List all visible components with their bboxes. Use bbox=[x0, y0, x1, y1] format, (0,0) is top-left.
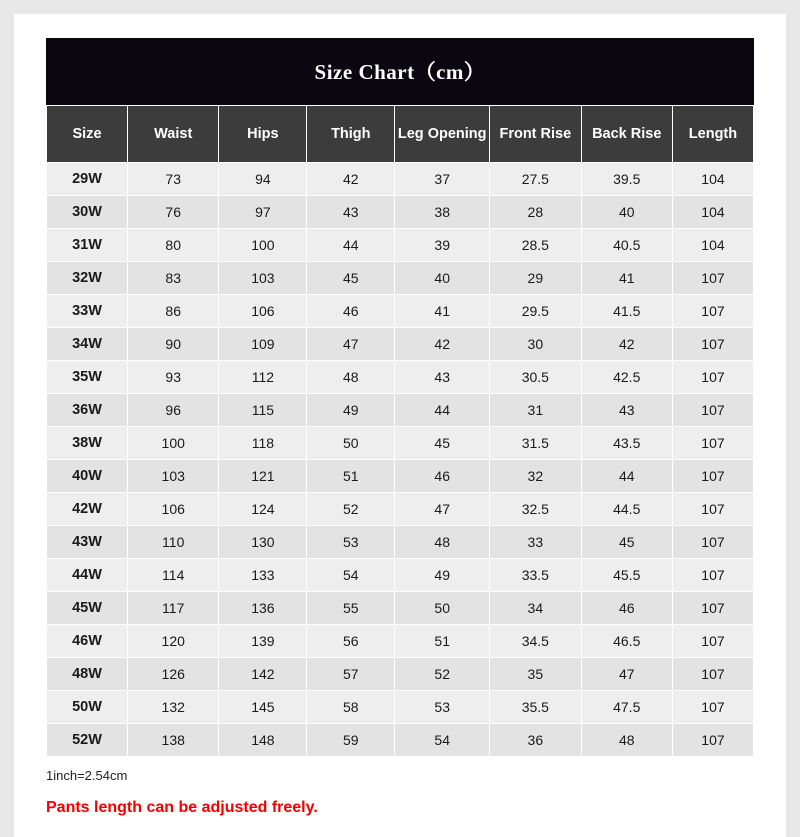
table-cell: 33 bbox=[490, 526, 581, 559]
row-size-label: 46W bbox=[47, 625, 128, 658]
table-cell: 107 bbox=[672, 361, 753, 394]
table-cell: 39 bbox=[395, 229, 490, 262]
table-cell: 107 bbox=[672, 295, 753, 328]
table-cell: 104 bbox=[672, 196, 753, 229]
table-cell: 45 bbox=[307, 262, 395, 295]
table-cell: 80 bbox=[128, 229, 219, 262]
table-cell: 104 bbox=[672, 163, 753, 196]
row-size-label: 43W bbox=[47, 526, 128, 559]
row-size-label: 50W bbox=[47, 691, 128, 724]
row-size-label: 35W bbox=[47, 361, 128, 394]
table-cell: 47 bbox=[395, 493, 490, 526]
table-cell: 94 bbox=[219, 163, 307, 196]
table-cell: 57 bbox=[307, 658, 395, 691]
table-cell: 132 bbox=[128, 691, 219, 724]
row-size-label: 33W bbox=[47, 295, 128, 328]
table-cell: 43 bbox=[581, 394, 672, 427]
table-cell: 41 bbox=[581, 262, 672, 295]
table-cell: 44.5 bbox=[581, 493, 672, 526]
table-cell: 38 bbox=[395, 196, 490, 229]
row-size-label: 32W bbox=[47, 262, 128, 295]
table-cell: 31.5 bbox=[490, 427, 581, 460]
table-cell: 45.5 bbox=[581, 559, 672, 592]
table-cell: 107 bbox=[672, 328, 753, 361]
table-cell: 100 bbox=[219, 229, 307, 262]
table-cell: 118 bbox=[219, 427, 307, 460]
table-cell: 33.5 bbox=[490, 559, 581, 592]
table-cell: 114 bbox=[128, 559, 219, 592]
table-row bbox=[47, 262, 754, 295]
table-cell: 30 bbox=[490, 328, 581, 361]
table-cell: 73 bbox=[128, 163, 219, 196]
table-cell: 117 bbox=[128, 592, 219, 625]
table-cell: 29 bbox=[490, 262, 581, 295]
table-cell: 115 bbox=[219, 394, 307, 427]
row-size-label: 38W bbox=[47, 427, 128, 460]
table-cell: 43 bbox=[307, 196, 395, 229]
table-cell: 44 bbox=[395, 394, 490, 427]
table-cell: 103 bbox=[219, 262, 307, 295]
table-cell: 27.5 bbox=[490, 163, 581, 196]
table-cell: 45 bbox=[395, 427, 490, 460]
table-cell: 31 bbox=[490, 394, 581, 427]
table-cell: 53 bbox=[307, 526, 395, 559]
column-header-waist: Waist bbox=[128, 106, 219, 163]
table-cell: 29.5 bbox=[490, 295, 581, 328]
table-cell: 45 bbox=[581, 526, 672, 559]
table-row bbox=[47, 229, 754, 262]
table-cell: 148 bbox=[219, 724, 307, 757]
table-cell: 52 bbox=[395, 658, 490, 691]
table-row bbox=[47, 526, 754, 559]
table-cell: 48 bbox=[307, 361, 395, 394]
table-row bbox=[47, 163, 754, 196]
table-row bbox=[47, 427, 754, 460]
table-cell: 41.5 bbox=[581, 295, 672, 328]
table-cell: 110 bbox=[128, 526, 219, 559]
table-header bbox=[47, 106, 754, 163]
table-body bbox=[47, 163, 754, 757]
table-cell: 107 bbox=[672, 262, 753, 295]
table-cell: 55 bbox=[307, 592, 395, 625]
table-cell: 138 bbox=[128, 724, 219, 757]
table-cell: 107 bbox=[672, 493, 753, 526]
unit-conversion-note: 1inch=2.54cm bbox=[46, 768, 128, 783]
row-size-label: 52W bbox=[47, 724, 128, 757]
table-cell: 121 bbox=[219, 460, 307, 493]
row-size-label: 48W bbox=[47, 658, 128, 691]
table-cell: 100 bbox=[128, 427, 219, 460]
table-cell: 34.5 bbox=[490, 625, 581, 658]
table-cell: 54 bbox=[395, 724, 490, 757]
table-row bbox=[47, 559, 754, 592]
table-cell: 34 bbox=[490, 592, 581, 625]
table-cell: 107 bbox=[672, 658, 753, 691]
table-cell: 44 bbox=[307, 229, 395, 262]
table-cell: 35 bbox=[490, 658, 581, 691]
row-size-label: 40W bbox=[47, 460, 128, 493]
table-cell: 133 bbox=[219, 559, 307, 592]
table-cell: 47 bbox=[307, 328, 395, 361]
table-cell: 83 bbox=[128, 262, 219, 295]
table-cell: 53 bbox=[395, 691, 490, 724]
table-cell: 44 bbox=[581, 460, 672, 493]
table-cell: 54 bbox=[307, 559, 395, 592]
table-cell: 97 bbox=[219, 196, 307, 229]
table-row bbox=[47, 592, 754, 625]
table-row bbox=[47, 724, 754, 757]
table-row bbox=[47, 691, 754, 724]
table-cell: 47 bbox=[581, 658, 672, 691]
row-size-label: 44W bbox=[47, 559, 128, 592]
table-cell: 107 bbox=[672, 394, 753, 427]
table-cell: 86 bbox=[128, 295, 219, 328]
table-cell: 104 bbox=[672, 229, 753, 262]
table-cell: 103 bbox=[128, 460, 219, 493]
row-size-label: 30W bbox=[47, 196, 128, 229]
table-cell: 48 bbox=[395, 526, 490, 559]
table-row bbox=[47, 361, 754, 394]
table-cell: 76 bbox=[128, 196, 219, 229]
table-cell: 43.5 bbox=[581, 427, 672, 460]
table-cell: 51 bbox=[307, 460, 395, 493]
table-cell: 40.5 bbox=[581, 229, 672, 262]
table-cell: 39.5 bbox=[581, 163, 672, 196]
table-cell: 48 bbox=[581, 724, 672, 757]
table-cell: 124 bbox=[219, 493, 307, 526]
row-size-label: 34W bbox=[47, 328, 128, 361]
table-cell: 107 bbox=[672, 559, 753, 592]
column-header-thigh: Thigh bbox=[307, 106, 395, 163]
table-cell: 130 bbox=[219, 526, 307, 559]
table-cell: 50 bbox=[395, 592, 490, 625]
table-cell: 28.5 bbox=[490, 229, 581, 262]
table-cell: 49 bbox=[307, 394, 395, 427]
column-header-leg-opening: Leg Opening bbox=[395, 106, 490, 163]
table-cell: 112 bbox=[219, 361, 307, 394]
table-cell: 93 bbox=[128, 361, 219, 394]
table-cell: 107 bbox=[672, 427, 753, 460]
table-header-row bbox=[47, 106, 754, 163]
table-cell: 50 bbox=[307, 427, 395, 460]
size-chart-table bbox=[46, 105, 754, 757]
table-cell: 42.5 bbox=[581, 361, 672, 394]
table-row bbox=[47, 625, 754, 658]
table-row bbox=[47, 493, 754, 526]
table-cell: 51 bbox=[395, 625, 490, 658]
table-cell: 52 bbox=[307, 493, 395, 526]
table-cell: 40 bbox=[395, 262, 490, 295]
row-size-label: 45W bbox=[47, 592, 128, 625]
table-cell: 90 bbox=[128, 328, 219, 361]
table-row bbox=[47, 295, 754, 328]
table-cell: 136 bbox=[219, 592, 307, 625]
table-cell: 139 bbox=[219, 625, 307, 658]
table-cell: 96 bbox=[128, 394, 219, 427]
table-cell: 40 bbox=[581, 196, 672, 229]
length-adjust-note: Pants length can be adjusted freely. bbox=[46, 799, 318, 816]
table-row bbox=[47, 328, 754, 361]
table-cell: 107 bbox=[672, 691, 753, 724]
table-cell: 107 bbox=[672, 460, 753, 493]
table-cell: 49 bbox=[395, 559, 490, 592]
table-cell: 30.5 bbox=[490, 361, 581, 394]
row-size-label: 29W bbox=[47, 163, 128, 196]
table-cell: 142 bbox=[219, 658, 307, 691]
table-cell: 126 bbox=[128, 658, 219, 691]
table-cell: 109 bbox=[219, 328, 307, 361]
table-cell: 56 bbox=[307, 625, 395, 658]
table-cell: 106 bbox=[128, 493, 219, 526]
table-cell: 145 bbox=[219, 691, 307, 724]
table-cell: 46.5 bbox=[581, 625, 672, 658]
column-header-back-rise: Back Rise bbox=[581, 106, 672, 163]
table-cell: 42 bbox=[395, 328, 490, 361]
size-chart-card bbox=[14, 14, 786, 837]
page-title: Size Chart（cm） bbox=[46, 38, 754, 105]
table-cell: 32.5 bbox=[490, 493, 581, 526]
table-cell: 42 bbox=[581, 328, 672, 361]
table-row bbox=[47, 394, 754, 427]
column-header-length: Length bbox=[672, 106, 753, 163]
column-header-size: Size bbox=[47, 106, 128, 163]
column-header-hips: Hips bbox=[219, 106, 307, 163]
table-cell: 47.5 bbox=[581, 691, 672, 724]
table-cell: 107 bbox=[672, 526, 753, 559]
table-cell: 37 bbox=[395, 163, 490, 196]
table-cell: 46 bbox=[307, 295, 395, 328]
table-cell: 120 bbox=[128, 625, 219, 658]
table-cell: 59 bbox=[307, 724, 395, 757]
row-size-label: 42W bbox=[47, 493, 128, 526]
table-cell: 42 bbox=[307, 163, 395, 196]
table-cell: 58 bbox=[307, 691, 395, 724]
column-header-front-rise: Front Rise bbox=[490, 106, 581, 163]
table-row bbox=[47, 658, 754, 691]
row-size-label: 36W bbox=[47, 394, 128, 427]
table-cell: 107 bbox=[672, 724, 753, 757]
table-cell: 36 bbox=[490, 724, 581, 757]
table-cell: 46 bbox=[581, 592, 672, 625]
table-cell: 107 bbox=[672, 625, 753, 658]
table-cell: 46 bbox=[395, 460, 490, 493]
table-cell: 106 bbox=[219, 295, 307, 328]
table-cell: 35.5 bbox=[490, 691, 581, 724]
table-row bbox=[47, 196, 754, 229]
table-cell: 28 bbox=[490, 196, 581, 229]
table-cell: 32 bbox=[490, 460, 581, 493]
table-row bbox=[47, 460, 754, 493]
table-cell: 107 bbox=[672, 592, 753, 625]
table-cell: 43 bbox=[395, 361, 490, 394]
row-size-label: 31W bbox=[47, 229, 128, 262]
table-cell: 41 bbox=[395, 295, 490, 328]
